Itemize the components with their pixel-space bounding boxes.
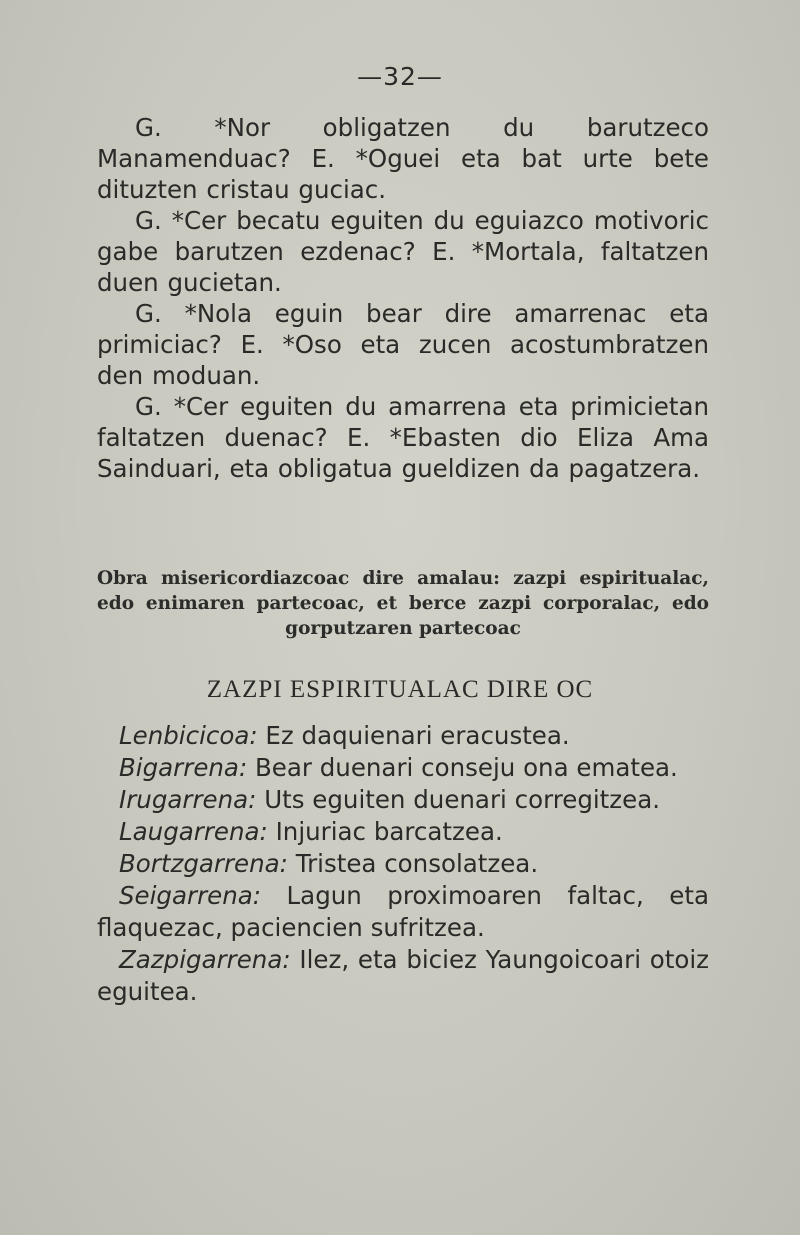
work-ordinal: Bigarrena:	[119, 753, 248, 782]
work-text: Injuriac barcatzea.	[275, 817, 503, 846]
work-text: Bear duenari conseju ona ematea.	[255, 753, 678, 782]
qa-paragraph: G. *Nor obligatzen du barutzeco Manamenduac? E. *Oguei eta bat urte bete dituzten cristau guciac.	[97, 113, 709, 204]
list-item	[97, 944, 709, 1008]
list-item	[97, 752, 709, 784]
list-item	[97, 784, 709, 816]
work-ordinal: Laugarrena:	[119, 817, 268, 846]
page-number: —32—	[357, 62, 443, 91]
work-text: Ez daquienari eracustea.	[265, 721, 570, 750]
work-ordinal: Bortzgarrena:	[119, 849, 288, 878]
works-list	[97, 720, 709, 1008]
work-text: Ilez, eta biciez Yaungoicoari otoiz eguitea.	[97, 945, 710, 1006]
work-text: Tristea consolatzea.	[295, 849, 539, 878]
section-heading: Obra misericordiazcoac dire amalau: zazpi espiritualac, edo enimaren partecoac, et berce zazpi corporalac, edo gorputzaren partecoac	[97, 568, 709, 639]
list-item	[97, 848, 709, 880]
qa-paragraph: G. *Cer becatu eguiten du eguiazco motivoric gabe barutzen ezdenac? E. *Mortala, faltatzen duen gucietan.	[97, 206, 709, 297]
work-ordinal: Zazpigarrena:	[119, 945, 291, 974]
work-ordinal: Seigarrena:	[119, 881, 262, 910]
work-text: Lagun proximoaren faltac, eta flaquezac, paciencien sufritzea.	[97, 881, 709, 942]
list-item	[97, 816, 709, 848]
work-text: Uts eguiten duenari corregitzea.	[264, 785, 661, 814]
list-item	[97, 880, 709, 944]
qa-paragraph: G. *Nola eguin bear dire amarrenac eta primiciac? E. *Oso eta zucen acostumbratzen den moduan.	[97, 299, 709, 390]
work-ordinal: Lenbicicoa:	[119, 721, 258, 750]
qa-paragraph: G. *Cer eguiten du amarrena eta primicietan faltatzen duenac? E. *Ebasten dio Eliza Ama Sainduari, eta obligatua gueldizen da pagatzera.	[97, 392, 709, 483]
section-title: ZAZPI ESPIRITUALAC DIRE OC	[206, 676, 594, 703]
work-ordinal: Irugarrena:	[119, 785, 257, 814]
list-item	[97, 720, 709, 752]
question-answer-block	[97, 112, 709, 484]
